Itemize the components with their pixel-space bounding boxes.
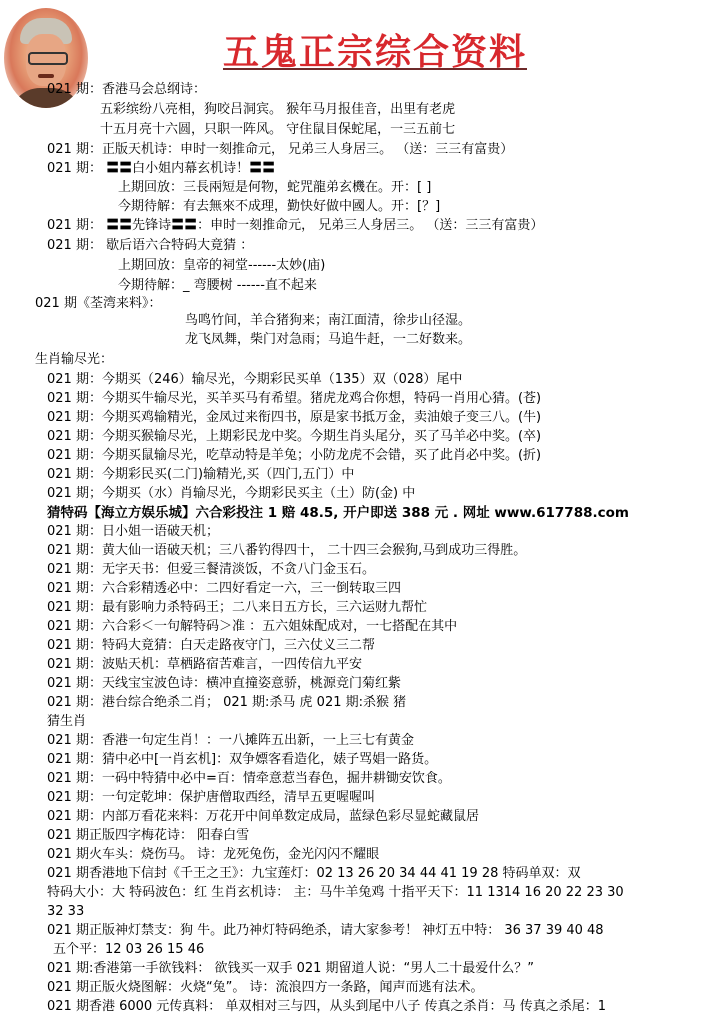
text-line: 特码大小：大 特码波色：红 生肖玄机诗： 主：马牛羊兔鸡 十指平天下：11 1314 16 20 22 23 30 <box>47 885 624 900</box>
text-line: 021 期： 歇后语六合特码大竟猜 ： <box>47 238 254 253</box>
text-line: 021 期：黄大仙一语破天机；三八番钓得四十， 二十四三会猴狗,马到成功三得胜。 <box>47 543 527 558</box>
text-line: 鸟鸣竹间，羊合猪狗来；南江面清，徐步山径湿。 <box>185 313 472 328</box>
text-line: 021 期：猜中必中[一肖玄机]：双争嫖客看造化，婊子骂娼一路货。 <box>47 752 438 767</box>
text-line: 021 期正版神灯禁支：狗 牛。此乃神灯特码绝杀，请大家参考！ 神灯五中特： 36 37 39 40 48 <box>47 923 604 938</box>
text-line: 021 期：今期彩民买(二门)输精光,买（四门,五门）中 <box>47 467 355 482</box>
text-line: 十五月亮十六圆，只职一阵风。 守住鼠目保蛇尾，一三五前七 <box>100 122 456 137</box>
text-line: 021 期：天线宝宝波色诗：横冲直撞姿意骄，桃源竞门菊红紫 <box>47 676 401 691</box>
text-line: 021 期火车头：烧伤马。 诗：龙死兔伤，金光闪闪不耀眼 <box>47 847 380 862</box>
text-line: 021 期：香港一句定生肖！：一八摊阵五出新，一上三七有黄金 <box>47 733 414 748</box>
text-line: 021 期：正版天机诗：申时一刻推命元， 兄弟三人身居三。 （送：三三有富贵） <box>47 142 514 157</box>
text-line: 今期待解：有去無來不成理，勤快好做中國人。开：[？] <box>118 199 441 214</box>
text-line: 021 期：今期买鸡输精光，金凤过来衔四书，原是家书抵万金，卖油娘子变三八。(牛) <box>47 410 542 425</box>
text-line: 上期回放：三長兩短是何物，蛇咒龍弟玄機在。开：[ ] <box>118 180 432 195</box>
page-title: 五鬼正宗综合资料 <box>222 31 527 73</box>
text-line: 021 期香港 6000 元传真料： 单双相对三与四，从头到尾中八子 传真之杀肖：马 传真之杀尾：1 <box>47 999 606 1014</box>
text-line: 021 期；今期买（水）肖输尽光，今期彩民买主（土）防(金) 中 <box>47 486 416 501</box>
text-line: 021 期：波贴天机：草栖路宿苦难言，一四传信九平安 <box>47 657 362 672</box>
text-line: 021 期：六合彩＜一句解特码＞准 ：五六姐妹配成对，一七搭配在其中 <box>47 619 458 634</box>
text-line: 021 期：无字天书：但爱三餐清淡饭，不贪八门金玉石。 <box>47 562 375 577</box>
text-line: 021 期：日小姐一语破天机； <box>47 524 219 539</box>
text-line: 021 期：今期买猴输尽光，上期彩民龙中奖。今期生肖头尾分，买了马羊必中奖。(卒) <box>47 429 542 444</box>
text-line: 021 期：港台综合绝杀二肖； 021 期:杀马 虎 021 期:杀猴 猪 <box>47 695 407 710</box>
text-line: 021 期正版火烧图解：火烧“兔”。 诗：流浪四方一条路，闻声而逃有法术。 <box>47 980 484 995</box>
text-line: 上期回放：皇帝的祠堂------太妙(庙) <box>118 258 326 273</box>
text-line: 猜特码【海立方娱乐城】六合彩投注 1 赔 48.5, 开户即送 388 元 . 网址 www.617788.com <box>47 505 629 521</box>
text-line: 021 期： 〓〓先锋诗〓〓：申时一刻推命元， 兄弟三人身居三。 （送：三三有富贵） <box>47 218 544 233</box>
text-line: 今期待解：_ 弯腰树 ------直不起来 <box>118 278 317 293</box>
text-line: 龙飞凤舞，柴门对急雨；马追牛赶，一二好数来。 <box>185 332 472 347</box>
text-line: 021 期：今期买（246）输尽光，今期彩民买单（135）双（028）尾中 <box>47 372 463 387</box>
text-line: 021 期：一码中特猜中必中=百：情牵意惹当春色，掘井耕锄安饮食。 <box>47 771 451 786</box>
text-line: 021 期：香港马会总纲诗： <box>47 82 206 97</box>
text-line: 021 期：内部万看花来料：万花开中间单数定成局，蓝绿色彩尽显蛇藏鼠居 <box>47 809 479 824</box>
text-line: 32 33 <box>47 904 85 919</box>
text-line: 021 期:香港第一手欲钱料： 欲钱买一双手 021 期留道人说：“男人二十最爱什么？” <box>47 961 535 976</box>
text-line: 021 期： 〓〓白小姐内幕玄机诗！〓〓 <box>47 161 276 176</box>
text-line: 021 期：今期买鼠输尽光，吃草动特是羊兔；小防龙虎不会错，买了此肖必中奖。(折) <box>47 448 542 463</box>
text-line: 021 期：今期买牛输尽光，买羊买马有希望。猪虎龙鸡合你想，特码一肖用心猜。(苍) <box>47 391 542 406</box>
text-line: 021 期：最有影响力杀特码王；二八来日五方长，三六运财九帮忙 <box>47 600 427 615</box>
text-line: 021 期《荃湾来料》： <box>35 296 162 311</box>
text-line: 021 期：特码大竟猜：白天走路夜守门，三六仗义三二帮 <box>47 638 375 653</box>
text-line: 021 期香港地下信封《千王之王》：九宝莲灯：02 13 26 20 34 44 41 19 28 特码单双：双 <box>47 866 581 881</box>
text-line: 五个平：12 03 26 15 46 <box>53 942 205 957</box>
text-line: 021 期正版四字梅花诗： 阳春白雪 <box>47 828 250 843</box>
text-line: 五彩缤纷八亮相，狗咬吕洞宾。 猴年马月报佳音，出里有老虎 <box>100 102 456 117</box>
text-line: 生肖输尽光： <box>35 352 114 367</box>
text-line: 猜生肖 <box>47 714 87 729</box>
text-line: 021 期：六合彩精透必中：二四好看定一六，三一倒转取三四 <box>47 581 401 596</box>
text-line: 021 期：一句定乾坤：保护唐僧取西经，清早五更喔喔叫 <box>47 790 375 805</box>
